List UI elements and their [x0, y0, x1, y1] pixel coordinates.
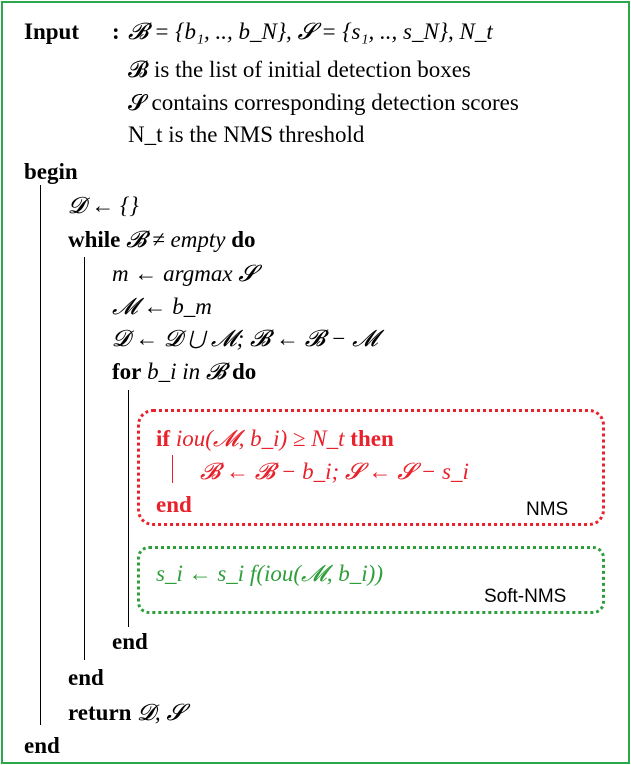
- if-keyword: if: [156, 426, 171, 451]
- if-line: [156, 425, 394, 453]
- for-do-keyword: do: [231, 359, 257, 384]
- while-keyword: while: [68, 227, 121, 252]
- indent-line-if: [172, 455, 173, 483]
- nms-tag: NMS: [526, 499, 569, 520]
- line-assign-m: 𝓜 ← b_m: [112, 294, 212, 319]
- input-colon: :: [112, 19, 120, 44]
- indent-line-for: [128, 390, 129, 627]
- line-d-init: 𝓓 ← {}: [68, 193, 139, 218]
- return-value: 𝓓, 𝓢: [137, 700, 185, 725]
- return-line: [68, 699, 184, 727]
- line-remove: 𝓑 ← 𝓑 − b_i; 𝓢 ← 𝓢 − s_i: [200, 459, 469, 484]
- input-desc-threshold: N_t is the NMS threshold: [128, 122, 365, 147]
- line-argmax: m ← argmax 𝓢: [112, 261, 257, 286]
- end-main-keyword: end: [24, 733, 60, 758]
- then-keyword: then: [350, 426, 394, 451]
- do-keyword: do: [231, 227, 256, 252]
- while-line: [68, 226, 256, 254]
- end-if-keyword: end: [156, 492, 192, 517]
- if-condition: iou(𝓜, b_i) ≥ N_t: [175, 426, 345, 451]
- while-condition: 𝓑 ≠ empty: [126, 227, 226, 252]
- end-for-keyword: end: [112, 629, 148, 654]
- for-keyword: for: [112, 359, 142, 384]
- input-desc-boxes: 𝓑 is the list of initial detection boxes: [128, 57, 471, 82]
- line-update-sets: 𝓓 ← 𝓓 ⋃ 𝓜; 𝓑 ← 𝓑 − 𝓜: [112, 326, 378, 351]
- for-condition: b_i in 𝓑: [147, 359, 227, 384]
- indent-line-main: [40, 185, 41, 725]
- for-line: [112, 358, 256, 386]
- input-desc-scores: 𝓢 contains corresponding detection scores: [128, 90, 519, 115]
- end-while-keyword: end: [68, 665, 104, 690]
- line-soft-nms: s_i ← s_i f(iou(𝓜, b_i)): [156, 561, 383, 586]
- soft-nms-tag: Soft-NMS: [484, 586, 567, 607]
- begin-keyword: begin: [24, 159, 78, 184]
- input-formula: 𝓑 = {b₁, .., b_N}, 𝓢 = {s₁, .., s_N}, N_t: [128, 19, 493, 44]
- indent-line-while: [84, 257, 85, 660]
- return-keyword: return: [68, 700, 132, 725]
- input-label: Input: [24, 19, 79, 44]
